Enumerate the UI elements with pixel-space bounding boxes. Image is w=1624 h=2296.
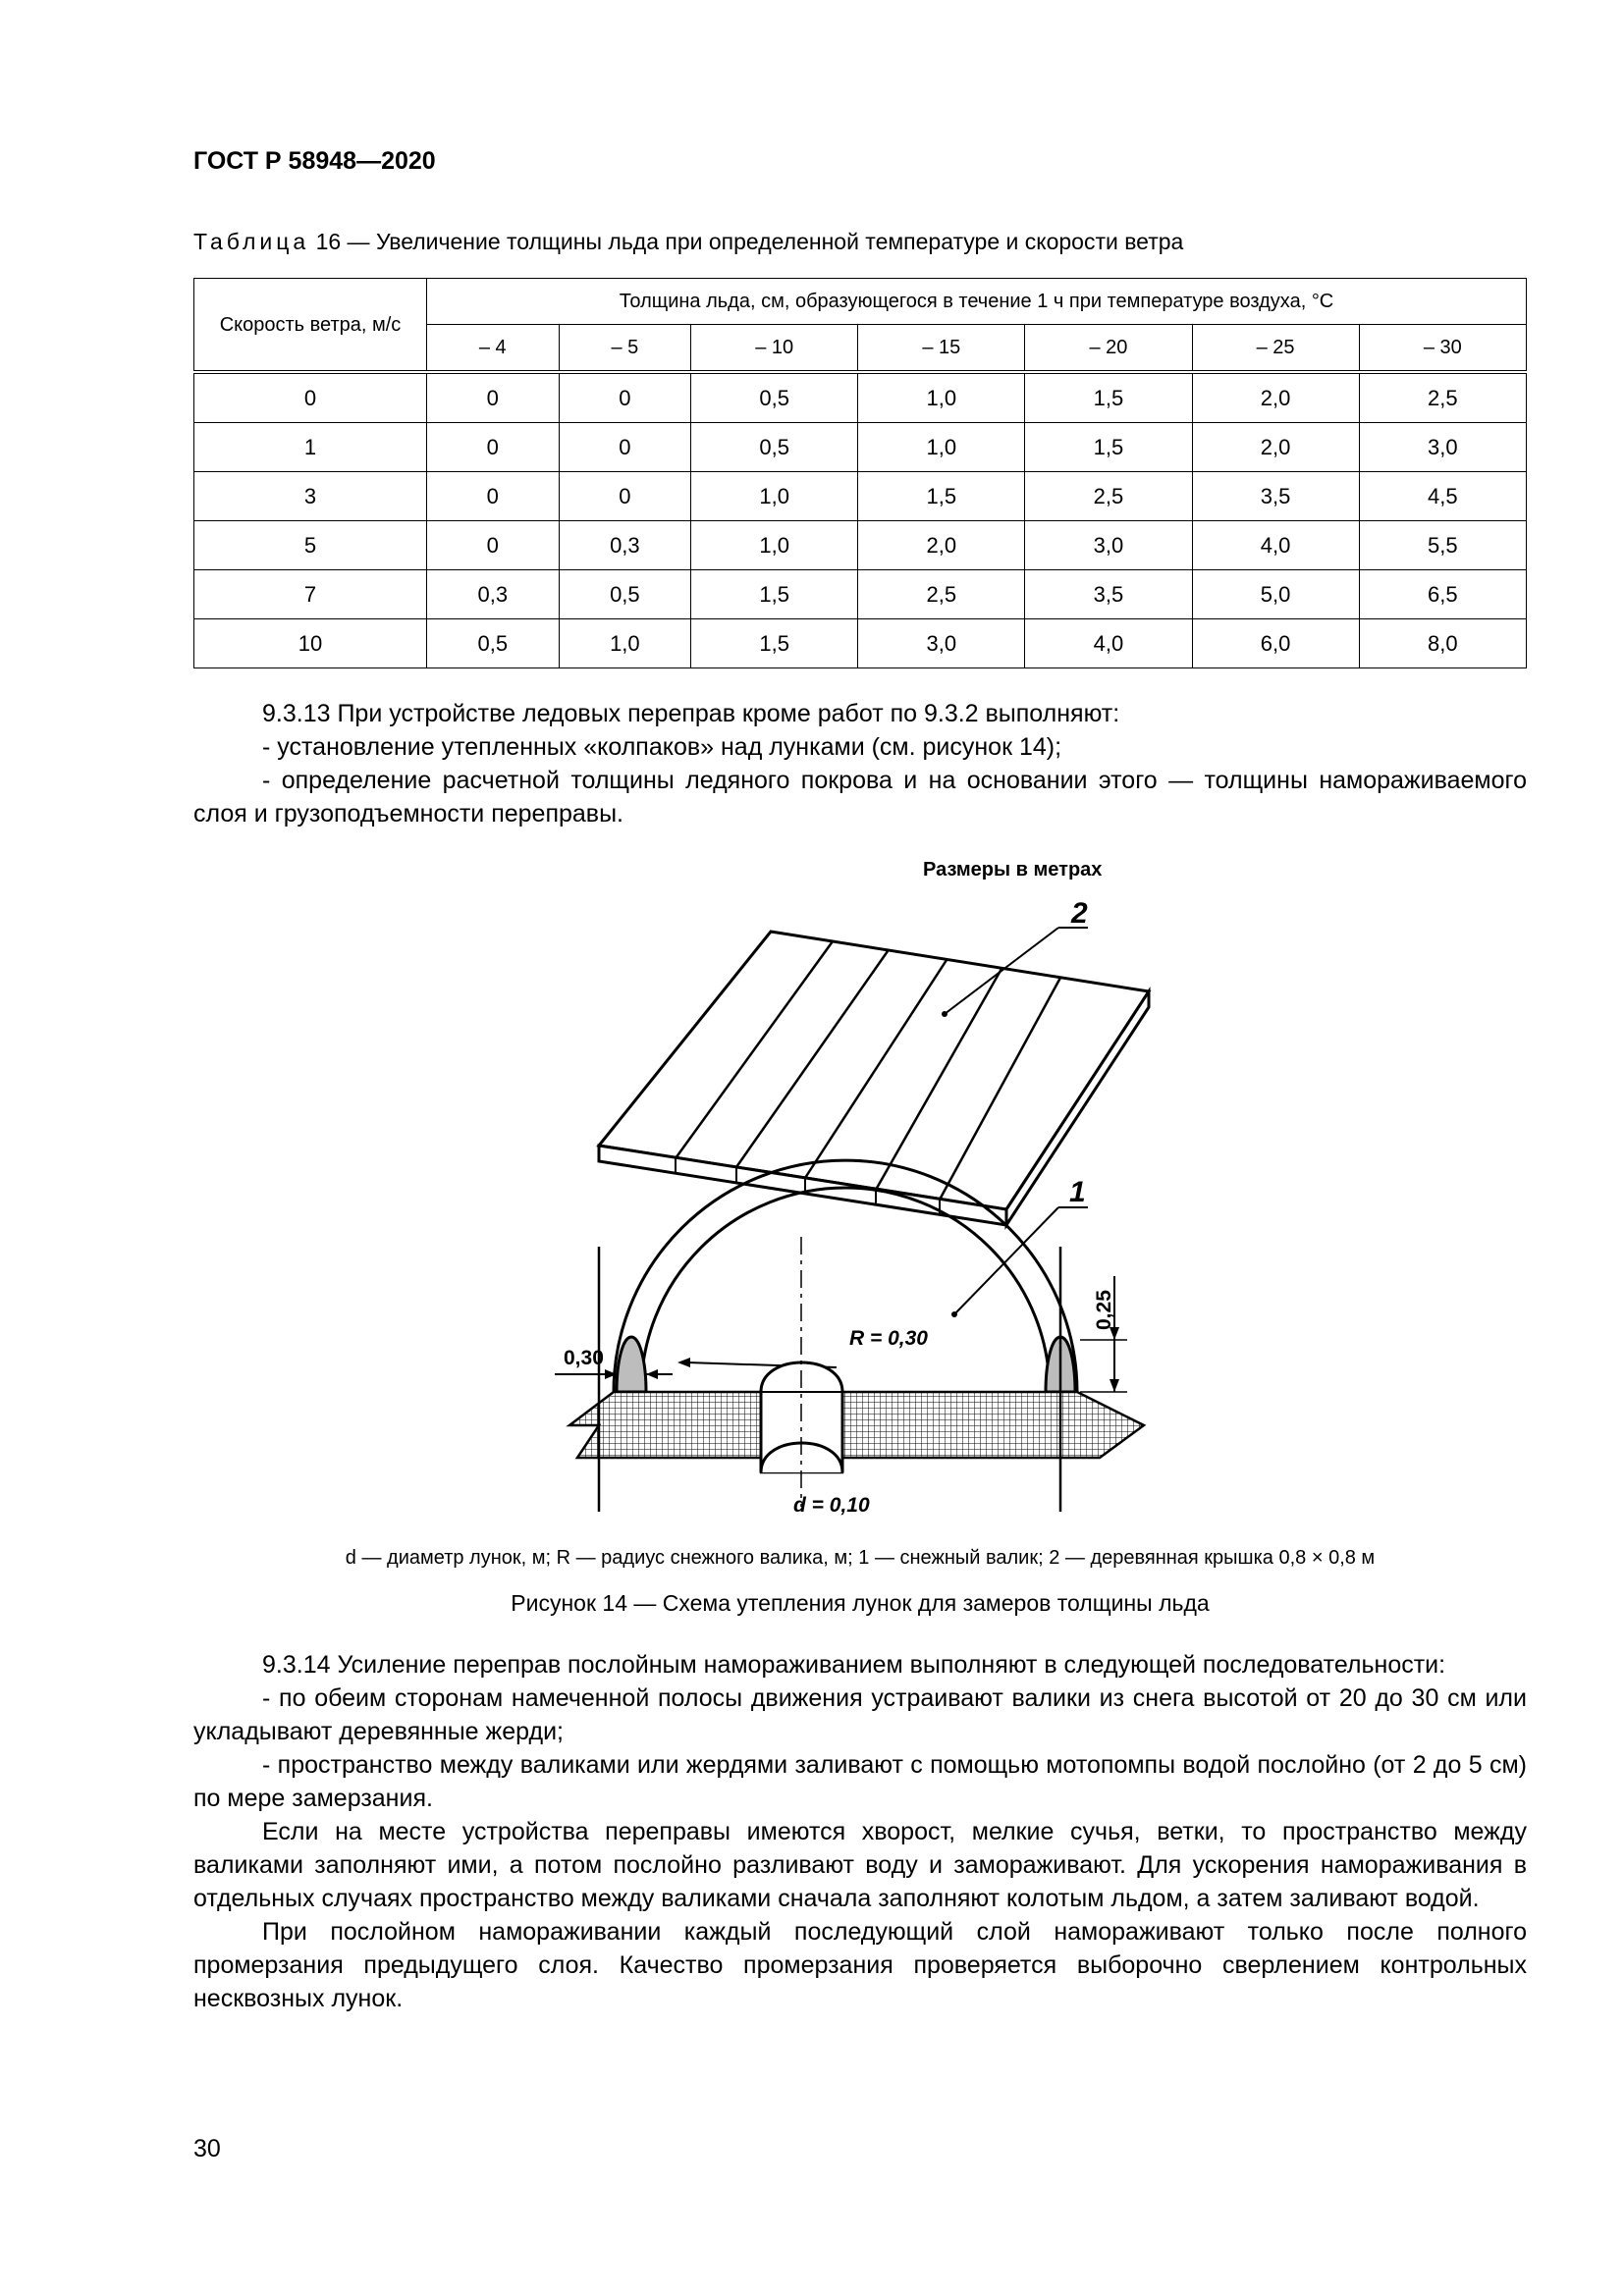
thickness-cell: 1,5: [691, 570, 858, 619]
speed-column-header: Скорость ветра, м/с: [194, 279, 427, 373]
thickness-cell: 2,5: [858, 570, 1025, 619]
figure-legend: d — диаметр лунок, м; R — радиус снежного валика, м; 1 — снежный валик; 2 — деревянная крышка 0,8 × 0,8 м: [345, 1547, 1376, 1569]
table-row: [194, 521, 1527, 570]
thickness-cell: 0: [559, 472, 691, 521]
thickness-cell: 1,0: [691, 472, 858, 521]
thickness-cell: 5,0: [1192, 570, 1359, 619]
thickness-cell: 1,5: [1025, 423, 1192, 472]
table-row: [194, 423, 1527, 472]
thickness-cell: 3,0: [858, 619, 1025, 668]
thickness-cell: 3,0: [1025, 521, 1192, 570]
temperature-header-cell: – 4: [427, 325, 560, 373]
temperature-header-cell: – 20: [1025, 325, 1192, 373]
dim-d-label: d = 0,10: [793, 1494, 870, 1517]
list-item: - установление утепленных «колпаков» над лунками (см. рисунок 14);: [262, 733, 1062, 761]
wind-speed-cell: 5: [194, 521, 427, 570]
thickness-cell: 1,0: [691, 521, 858, 570]
paragraph: При послойном намораживании каждый последующий слой намораживают только после полного промерзания предыдущего слоя. Качество промерзания проверяется выборочно сверлением контрольных несквозных лунок.: [193, 1918, 1527, 2012]
thickness-cell: 5,5: [1359, 521, 1526, 570]
thickness-cell: 1,5: [691, 619, 858, 668]
paragraph: 9.3.14 Усиление переправ послойным намораживанием выполняют в следующей последовательности:: [262, 1651, 1446, 1679]
thickness-cell: 1,0: [858, 372, 1025, 423]
list-item: - пространство между валиками или жердями заливают с помощью мотопомпы водой послойно (от 2 до 5 см) по мере замерзания.: [193, 1751, 1527, 1812]
thickness-cell: 1,0: [559, 619, 691, 668]
thickness-cell: 6,5: [1359, 570, 1526, 619]
thickness-cell: 0: [427, 423, 560, 472]
temperature-header-cell: – 25: [1192, 325, 1359, 373]
thickness-cell: 1,5: [858, 472, 1025, 521]
wind-speed-cell: 0: [194, 372, 427, 423]
dim-025-label: 0,25: [1093, 1290, 1115, 1330]
thickness-cell: 0,5: [559, 570, 691, 619]
wooden-cover: [599, 928, 1149, 1225]
thickness-cell: 4,0: [1025, 619, 1192, 668]
wind-speed-cell: 3: [194, 472, 427, 521]
figure-caption: Рисунок 14 — Схема утепления лунок для замеров толщины льда: [511, 1590, 1210, 1616]
thickness-cell: 2,0: [1192, 423, 1359, 472]
thickness-cell: 1,0: [858, 423, 1025, 472]
thickness-cell: 0: [559, 372, 691, 423]
temperature-header-cell: – 30: [1359, 325, 1526, 373]
list-item: - по обеим сторонам намеченной полосы движения устраивают валики из снега высотой от 20 до 30 см или укладывают деревянные жерди;: [193, 1684, 1527, 1745]
page-number: 30: [193, 2135, 221, 2163]
thickness-cell: 0: [427, 521, 560, 570]
table-row: [194, 472, 1527, 521]
table-caption: [193, 229, 1183, 255]
document-header: ГОСТ Р 58948—2020: [193, 147, 436, 175]
dim-r-label: R = 0,30: [849, 1327, 928, 1350]
thickness-cell: 0,5: [691, 423, 858, 472]
thickness-cell: 0: [559, 423, 691, 472]
thickness-cell: 2,0: [858, 521, 1025, 570]
thickness-cell: 4,5: [1359, 472, 1526, 521]
temperature-header-cell: – 10: [691, 325, 858, 373]
table-row: [194, 372, 1527, 423]
paragraph: 9.3.13 При устройстве ледовых переправ кроме работ по 9.3.2 выполняют:: [262, 700, 1120, 727]
thickness-cell: 1,5: [1025, 372, 1192, 423]
wind-speed-cell: 1: [194, 423, 427, 472]
thickness-cell: 0,3: [427, 570, 560, 619]
thickness-cell: 3,5: [1192, 472, 1359, 521]
table-row: [194, 619, 1527, 668]
thickness-cell: 0: [427, 372, 560, 423]
table-row: [194, 570, 1527, 619]
section-9-3-14: [193, 1648, 1527, 2015]
thickness-cell: 2,5: [1025, 472, 1192, 521]
table-caption-text: 16 — Увеличение толщины льда при определенной температуре и скорости ветра: [309, 229, 1184, 254]
thickness-cell: 0,3: [559, 521, 691, 570]
label-2: 2: [1071, 897, 1088, 930]
thickness-cell: 0,5: [691, 372, 858, 423]
thickness-cell: 8,0: [1359, 619, 1526, 668]
table-body: [194, 372, 1527, 668]
thickness-cell: 0: [427, 472, 560, 521]
temperature-header-cell: – 5: [559, 325, 691, 373]
figure-14-diagram: [550, 883, 1178, 1531]
thickness-cell: 4,0: [1192, 521, 1359, 570]
temperature-header-cell: – 15: [858, 325, 1025, 373]
thickness-cell: 2,0: [1192, 372, 1359, 423]
thickness-cell: 0,5: [427, 619, 560, 668]
dim-030-label: 0,30: [564, 1347, 604, 1369]
label-1: 1: [1069, 1176, 1086, 1208]
thickness-cell: 3,0: [1359, 423, 1526, 472]
table-caption-label: Таблица: [193, 229, 310, 254]
section-9-3-13: [193, 697, 1527, 830]
temperature-group-header: Толщина льда, см, образующегося в течение 1 ч при температуре воздуха, °С: [427, 279, 1527, 325]
thickness-cell: 2,5: [1359, 372, 1526, 423]
paragraph: Если на месте устройства переправы имеются хворост, мелкие сучья, ветки, то пространство между валиками заполняют ими, а потом послойно разливают воду и замораживают. Для ускорения намораживания в отдельных случаях пространство между валиками сначала заполняют колотым льдом, а затем заливают водой.: [193, 1818, 1527, 1912]
thickness-cell: 6,0: [1192, 619, 1359, 668]
list-item: - определение расчетной толщины ледяного покрова и на основании этого — толщины намораживаемого слоя и грузоподъемности переправы.: [193, 767, 1527, 828]
thickness-cell: 3,5: [1025, 570, 1192, 619]
ice-thickness-table: [193, 278, 1527, 668]
figure-dimensions-note: Размеры в метрах: [923, 859, 1103, 881]
wind-speed-cell: 10: [194, 619, 427, 668]
wind-speed-cell: 7: [194, 570, 427, 619]
